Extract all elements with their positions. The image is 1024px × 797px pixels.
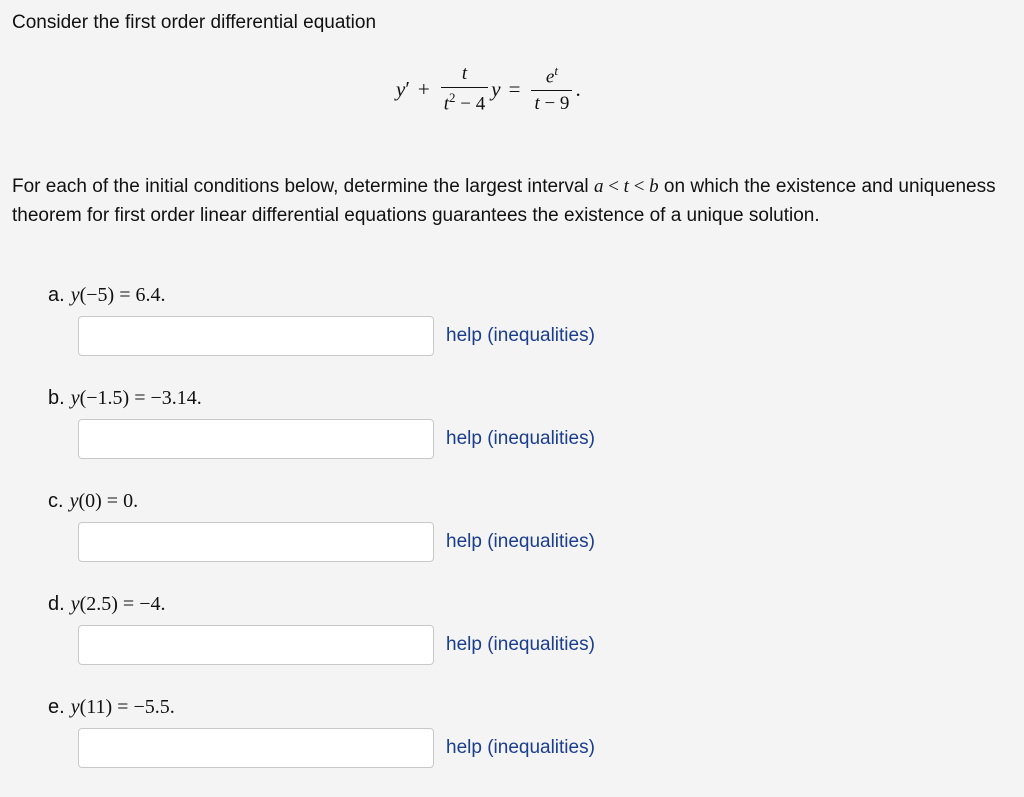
- answer-input-a[interactable]: [78, 316, 434, 356]
- part-value: −4.: [139, 592, 166, 615]
- part-eq: =: [101, 489, 124, 512]
- part-a: [48, 280, 628, 356]
- instr-lt1: <: [603, 176, 624, 197]
- differential-equation: [396, 58, 581, 120]
- den2-rest: − 9: [539, 93, 570, 115]
- forcing-fraction: [531, 63, 572, 115]
- part-func: y: [70, 695, 80, 718]
- part-label: [48, 383, 628, 413]
- part-b: [48, 383, 628, 459]
- part-func: y: [69, 489, 79, 512]
- answer-input-b[interactable]: [78, 419, 434, 459]
- instr-t: t: [623, 176, 629, 197]
- instr-lt2: <: [628, 176, 650, 197]
- den2-t: t: [534, 93, 540, 115]
- instr-b: b: [649, 176, 659, 197]
- part-arg: (2.5): [79, 592, 118, 615]
- part-value: −5.5.: [133, 695, 175, 718]
- help-link-b[interactable]: help (inequalities): [446, 428, 595, 449]
- num-exponent: t: [554, 62, 558, 78]
- eq-equals: =: [508, 76, 521, 101]
- instructions-text-1: For each of the initial conditions below, determine the largest interval: [12, 176, 594, 197]
- problem-intro: Consider the first order differential equation: [12, 12, 377, 33]
- answer-input-d[interactable]: [78, 625, 434, 665]
- part-letter: a.: [48, 283, 65, 306]
- forcing-denominator: [531, 90, 572, 115]
- part-eq: =: [117, 592, 140, 615]
- eq-y: y: [396, 76, 406, 101]
- part-c: [48, 486, 628, 562]
- eq-prime: ′: [405, 76, 410, 101]
- answer-input-e[interactable]: [78, 728, 434, 768]
- instr-a: a: [593, 176, 604, 197]
- den-rest: − 4: [455, 93, 486, 115]
- coefficient-fraction: [441, 63, 489, 115]
- den-t: t: [443, 93, 450, 115]
- answer-input-c[interactable]: [78, 522, 434, 562]
- part-letter: e.: [48, 695, 65, 718]
- part-eq: =: [112, 695, 134, 718]
- instructions-text-2: on which the existence and uniqueness theorem for first order linear differential equations guarantees the existence of a unique solution.: [12, 176, 996, 226]
- part-label: [48, 692, 628, 722]
- part-label: [48, 589, 628, 619]
- eq-period: .: [575, 76, 581, 101]
- part-func: y: [70, 283, 80, 306]
- num-e: e: [545, 66, 555, 88]
- part-arg: (0): [78, 489, 102, 512]
- part-arg: (−5): [79, 283, 115, 306]
- help-link-a[interactable]: help (inequalities): [446, 325, 595, 346]
- part-arg: (11): [79, 695, 113, 718]
- part-value: −3.14.: [150, 386, 202, 409]
- part-d: [48, 589, 628, 665]
- part-eq: =: [129, 386, 151, 409]
- coefficient-numerator: t: [461, 62, 468, 84]
- help-link-d[interactable]: help (inequalities): [446, 634, 595, 655]
- den-exponent: 2: [449, 89, 456, 105]
- part-letter: d.: [48, 592, 65, 615]
- part-label: [48, 280, 628, 310]
- part-func: y: [70, 592, 80, 615]
- eq-y2: y: [491, 76, 501, 101]
- help-link-c[interactable]: help (inequalities): [446, 531, 595, 552]
- help-link-e[interactable]: help (inequalities): [446, 737, 595, 758]
- instructions: [12, 172, 1012, 230]
- part-func: y: [70, 386, 80, 409]
- part-value: 6.4.: [135, 283, 166, 306]
- part-arg: (−1.5): [79, 386, 130, 409]
- part-eq: =: [114, 283, 136, 306]
- eq-plus: +: [417, 76, 430, 101]
- forcing-numerator: [543, 63, 561, 90]
- part-value: 0.: [123, 489, 139, 512]
- part-label: [48, 486, 628, 516]
- part-e: [48, 692, 628, 768]
- part-letter: c.: [48, 489, 64, 512]
- coefficient-denominator: [441, 87, 489, 115]
- part-letter: b.: [48, 386, 65, 409]
